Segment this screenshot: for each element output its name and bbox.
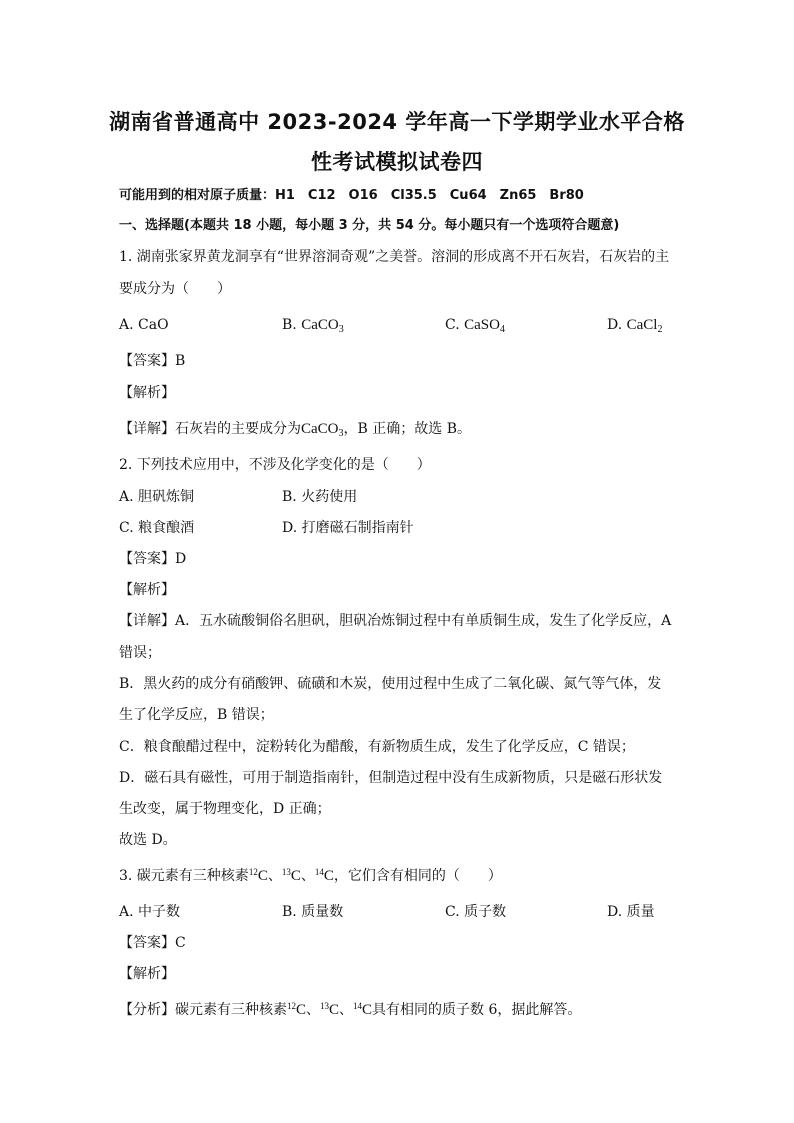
q2-detail-line1: 【详解】A．五水硫酸铜俗名胆矾，胆矾冶炼铜过程中有单质铜生成，发生了化学反应，A <box>119 613 672 629</box>
q2-answer: 【答案】D <box>119 551 187 567</box>
q1-detail-formula-sub: 3 <box>338 428 344 439</box>
q2-detail-line8: 故选 D。 <box>119 832 177 848</box>
q1-option-c-formula-main: CaSO <box>464 317 500 333</box>
q1-detail-suffix: ，B 正确；故选 B。 <box>343 421 471 437</box>
q1-option-c-label: C. <box>445 317 460 333</box>
q3-fenxi-isotope-c13 <box>320 1002 339 1018</box>
q1-stem-line2: 要成分为（ ） <box>119 281 231 297</box>
q2-detail-line4: 生了化学反应，B 错误； <box>119 707 274 723</box>
q3-isotope-c12-mass: 12 <box>248 867 258 877</box>
q2-detail-line6: D．磁石具有磁性，可用于制造指南针，但制造过程中没有生成新物质，只是磁石形状发 <box>119 770 663 786</box>
atomic-masses: 可能用到的相对原子质量：H1 C12 O16 Cl35.5 Cu64 Zn65 Br80 <box>119 188 584 203</box>
q3-isotope-c14-mass: 14 <box>314 867 324 877</box>
q3-option-d: D. 质量 <box>607 904 655 920</box>
q3-isotope-c14-symbol: C <box>323 868 334 884</box>
q1-option-a: A. CaO <box>119 317 169 333</box>
q3-separator-1: 、 <box>267 868 282 884</box>
exam-title-line1: 湖南省普通高中 2023-2024 学年高一下学期学业水平合格 <box>109 110 685 134</box>
q3-fenxi-c13-mass: 13 <box>320 1001 330 1011</box>
q3-stem-suffix: ，它们含有相同的（ ） <box>333 868 502 884</box>
q3-fenxi-c12-mass: 12 <box>287 1001 296 1011</box>
q3-fenxi-c14-symbol: C <box>362 1002 373 1018</box>
q2-option-a: A. 胆矾炼铜 <box>119 489 195 505</box>
q3-fenxi-c13-symbol: C <box>329 1002 340 1018</box>
q3-stem <box>119 866 502 886</box>
q2-option-b: B. 火药使用 <box>282 489 358 505</box>
q1-option-b-formula-sub: 3 <box>338 324 344 335</box>
q1-option-d-label: D. <box>607 317 623 333</box>
q3-separator-2: 、 <box>300 868 315 884</box>
q1-option-b-formula-main: CaCO <box>301 317 339 333</box>
q3-isotope-c12-symbol: C <box>257 868 268 884</box>
q3-fenxi-suffix: 具有相同的质子数 6，据此解答。 <box>372 1002 582 1018</box>
q3-isotope-c13-symbol: C <box>290 868 301 884</box>
q3-option-c: C. 质子数 <box>445 904 507 920</box>
q2-analysis-label: 【解析】 <box>119 582 175 598</box>
q3-isotope-c12 <box>249 868 268 884</box>
q1-option-b <box>282 315 344 335</box>
q1-option-b-label: B. <box>282 317 297 333</box>
q2-detail-line3: B．黑火药的成分有硝酸钾、硫磺和木炭，使用过程中生成了二氧化碳、氮气等气体，发 <box>119 676 662 692</box>
q3-isotope-c13 <box>282 868 301 884</box>
q2-detail-line7: 生改变，属于物理变化，D 正确； <box>119 801 331 817</box>
q3-fenxi-isotope-c14 <box>353 1002 372 1018</box>
q3-option-a: A. 中子数 <box>119 904 181 920</box>
q3-fenxi-separator-2: 、 <box>339 1002 354 1018</box>
q3-stem-prefix: 3. 碳元素有三种核素 <box>119 868 249 884</box>
q3-fenxi-c14-mass: 14 <box>353 1001 363 1011</box>
q3-fenxi <box>119 1000 581 1020</box>
q1-answer: 【答案】B <box>119 353 186 369</box>
q1-analysis-label: 【解析】 <box>119 385 175 401</box>
q2-stem: 2. 下列技术应用中，不涉及化学变化的是（ ） <box>119 457 431 473</box>
q1-option-d-formula-sub: 2 <box>657 324 663 335</box>
q3-fenxi-isotope-c12 <box>287 1002 306 1018</box>
q3-analysis-label: 【解析】 <box>119 966 175 982</box>
q1-option-d-formula <box>627 317 663 333</box>
q1-option-c <box>445 315 505 335</box>
q1-detail-prefix: 【详解】石灰岩的主要成分为 <box>119 421 301 437</box>
q3-fenxi-separator-1: 、 <box>306 1002 321 1018</box>
q3-isotope-c13-mass: 13 <box>281 867 291 877</box>
q3-fenxi-prefix: 【分析】碳元素有三种核素 <box>119 1002 287 1018</box>
q1-option-b-formula <box>301 317 344 333</box>
q1-option-d-formula-main: CaCl <box>626 317 658 333</box>
q3-fenxi-c12-symbol: C <box>296 1002 307 1018</box>
q2-option-d: D. 打磨磁石制指南针 <box>282 520 414 536</box>
exam-title-line2: 性考试模拟试卷四 <box>311 150 483 174</box>
q2-option-c: C. 粮食酿酒 <box>119 520 195 536</box>
q1-option-c-formula <box>464 317 505 333</box>
section-header: 一、选择题(本题共 18 小题，每小题 3 分，共 54 分。每小题只有一个选项符合题意) <box>119 218 620 233</box>
q1-option-c-formula-sub: 4 <box>499 324 505 335</box>
q1-option-d <box>607 315 662 335</box>
q3-answer: 【答案】C <box>119 935 186 951</box>
q1-stem-line1: 1. 湖南张家界黄龙洞享有“世界溶洞奇观”之美誉。溶洞的形成离不开石灰岩，石灰岩的主 <box>119 249 670 265</box>
q1-detail-formula-main: CaCO <box>301 421 339 437</box>
q1-detail <box>119 419 471 439</box>
q3-option-b: B. 质量数 <box>282 904 344 920</box>
q2-detail-line5: C．粮食酿醋过程中，淀粉转化为醋酸，有新物质生成，发生了化学反应，C 错误； <box>119 739 635 755</box>
q1-detail-formula <box>301 421 344 437</box>
q2-detail-line2: 错误； <box>119 645 161 661</box>
q3-isotope-c14 <box>315 868 334 884</box>
